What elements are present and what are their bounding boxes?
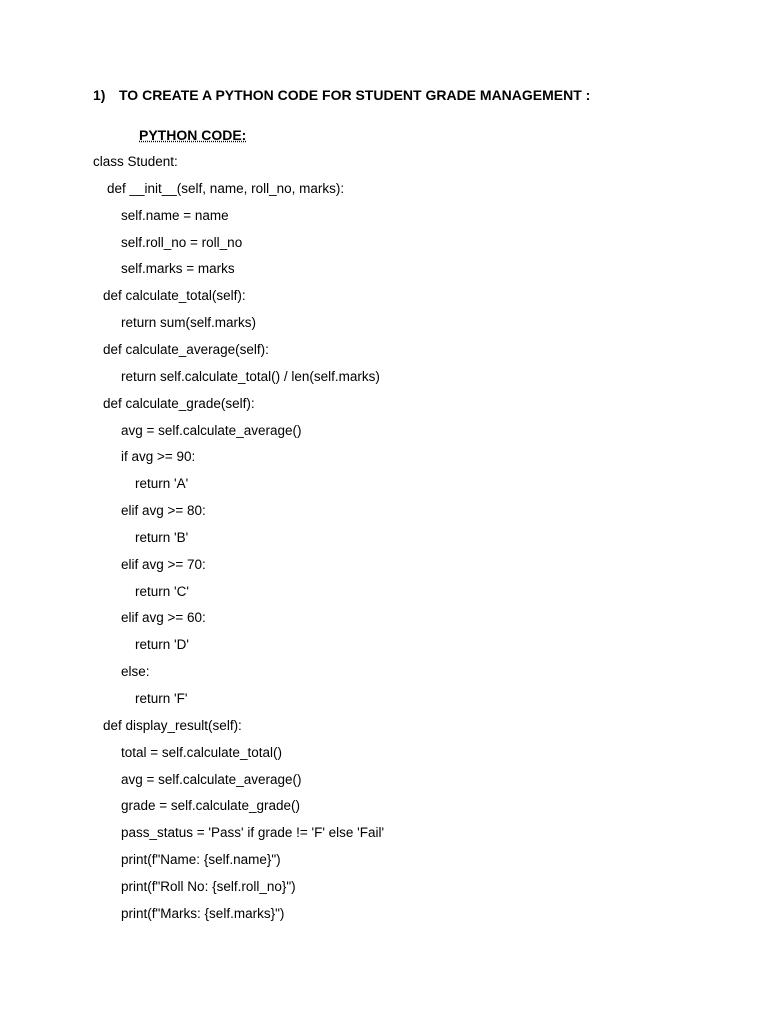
- section-number: 1): [93, 87, 106, 103]
- code-line: self.name = name: [121, 207, 229, 223]
- code-line: return sum(self.marks): [121, 315, 257, 331]
- code-subheading: PYTHON CODE:: [139, 127, 247, 143]
- code-line: def __init__(self, name, roll_no, marks):: [107, 180, 345, 196]
- code-line: return 'B': [135, 529, 189, 545]
- section-heading: [93, 87, 590, 103]
- code-line: print(f"Roll No: {self.roll_no}"): [121, 878, 296, 894]
- code-line: total = self.calculate_total(): [121, 744, 282, 760]
- code-line: print(f"Name: {self.name}"): [121, 852, 281, 868]
- code-line: if avg >= 90:: [121, 449, 196, 465]
- code-line: return 'A': [135, 476, 189, 492]
- code-line: elif avg >= 60:: [121, 610, 206, 626]
- code-line: elif avg >= 80:: [121, 503, 206, 519]
- code-line: return self.calculate_total() / len(self.marks): [121, 368, 380, 384]
- code-line: grade = self.calculate_grade(): [121, 798, 300, 814]
- code-line: class Student:: [93, 154, 178, 169]
- code-line: else:: [121, 664, 150, 680]
- code-line: return 'C': [135, 583, 189, 599]
- code-line: self.roll_no = roll_no: [121, 234, 243, 250]
- code-line: def calculate_grade(self):: [103, 395, 255, 411]
- code-line: def calculate_average(self):: [103, 341, 269, 357]
- code-line: self.marks = marks: [121, 261, 235, 277]
- code-line: return 'D': [135, 637, 189, 653]
- code-line: avg = self.calculate_average(): [121, 422, 302, 438]
- code-line: print(f"Marks: {self.marks}"): [121, 905, 285, 921]
- code-line: pass_status = 'Pass' if grade != 'F' else 'Fail': [121, 825, 385, 841]
- code-line: elif avg >= 70:: [121, 556, 206, 572]
- code-line: avg = self.calculate_average(): [121, 771, 302, 787]
- code-line: def display_result(self):: [103, 717, 242, 733]
- code-line: def calculate_total(self):: [103, 288, 246, 304]
- code-line: return 'F': [135, 691, 188, 706]
- section-title: TO CREATE A PYTHON CODE FOR STUDENT GRADE MANAGEMENT :: [119, 87, 591, 103]
